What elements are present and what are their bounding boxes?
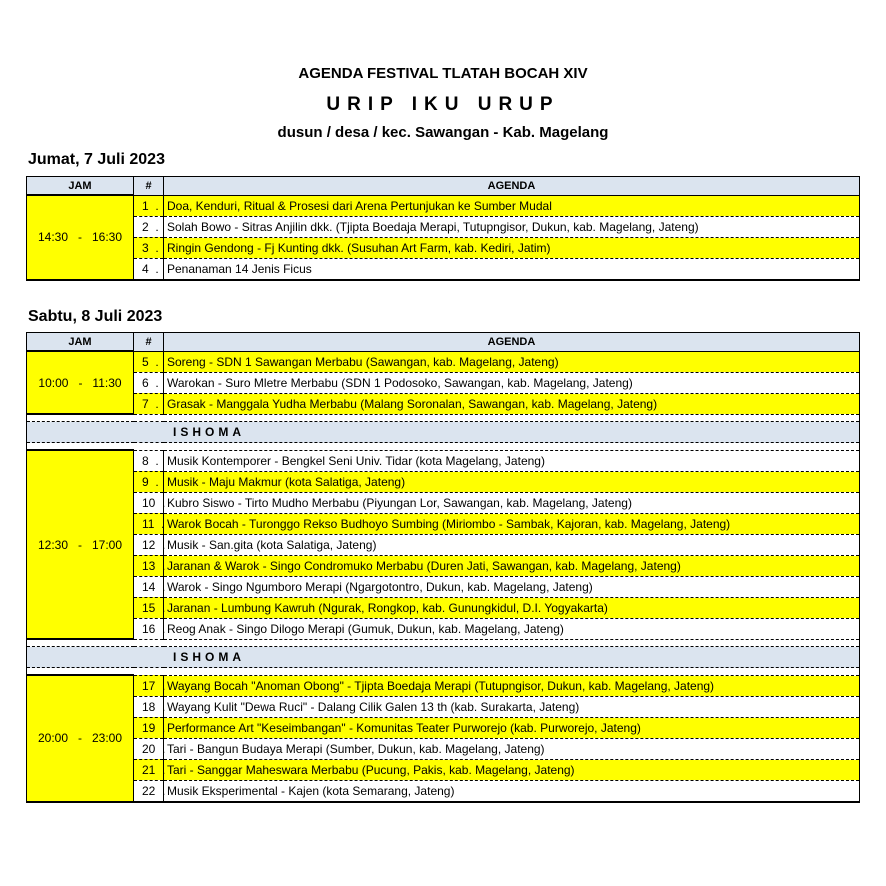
item-number-value: 9 [142,474,149,489]
agenda-item-text: Jaranan - Lumbung Kawruh (Ngurak, Rongkop, kab. Gunungkidul, D.I. Yogyakarta) [164,597,860,618]
day2-agenda-table [26,332,860,803]
item-number-dot: . [148,396,159,411]
ishoma-break-row [27,647,860,668]
agenda-item-text: Solah Bowo - Sitras Anjilin dkk. (Tjipta Boedaja Merapi, Tutupngisor, Dukun, kab. Magelang, Jateng) [164,216,860,237]
item-number-value: 3 [142,240,149,255]
item-number-value: 7 [142,396,149,411]
item-number-value: 11 [142,516,155,531]
item-number-value: 22 [142,783,156,798]
agenda-row [27,450,860,471]
agenda-row [27,696,860,717]
item-number-dot: . [155,579,166,594]
item-number-dot: . [155,720,166,735]
agenda-item-text: Performance Art "Keseimbangan" - Komunitas Teater Purworejo (kab. Purworejo, Jateng) [164,717,860,738]
agenda-row [27,534,860,555]
item-number-value: 8 [142,453,149,468]
agenda-column-header: AGENDA [164,177,860,196]
item-number-dot: . [155,558,166,573]
festival-location: dusun / desa / kec. Sawangan - Kab. Magelang [277,124,609,141]
document-title: AGENDA FESTIVAL TLATAH BOCAH XIV [298,65,588,82]
agenda-row [27,216,860,237]
item-number-value: 12 [142,537,156,552]
spacer-cell [27,443,860,451]
item-number [134,216,164,237]
item-number-value: 20 [142,741,156,756]
number-column-header: # [134,177,164,196]
item-number-dot: . [155,783,166,798]
time-slot: 10:00 - 11:30 [27,351,134,414]
item-number-value: 5 [142,354,149,369]
item-number [134,393,164,414]
item-number-dot: . [155,741,166,756]
day2-heading: Sabtu, 8 Juli 2023 [28,308,163,325]
agenda-item-text: Jaranan & Warok - Singo Condromuko Merbabu (Duren Jati, Sawangan, kab. Magelang, Jateng) [164,555,860,576]
item-number-dot: . [148,354,159,369]
agenda-row [27,372,860,393]
ishoma-break-row [27,422,860,443]
item-number [134,258,164,280]
agenda-item-text: Penanaman 14 Jenis Ficus [164,258,860,280]
agenda-row [27,258,860,280]
number-column-header: # [134,333,164,352]
item-number [134,471,164,492]
item-number-dot: . [155,678,166,693]
agenda-row [27,393,860,414]
item-number [134,534,164,555]
day1-agenda-table [26,176,860,281]
agenda-item-text: Warokan - Suro Mletre Merbabu (SDN 1 Podosoko, Sawangan, kab. Magelang, Jateng) [164,372,860,393]
agenda-item-text: Soreng - SDN 1 Sawangan Merbabu (Sawangan, kab. Magelang, Jateng) [164,351,860,372]
agenda-item-text: Musik - San.gita (kota Salatiga, Jateng) [164,534,860,555]
item-number-dot: . [155,600,166,615]
item-number-dot: . [155,495,166,510]
item-number-dot: . [148,198,159,213]
spacer-row [27,668,860,676]
agenda-item-text: Grasak - Manggala Yudha Merbabu (Malang Soronalan, Sawangan, kab. Magelang, Jateng) [164,393,860,414]
agenda-row [27,237,860,258]
item-number-value: 15 [142,600,156,615]
time-slot: 14:30 - 16:30 [27,195,134,280]
item-number [134,555,164,576]
agenda-row [27,576,860,597]
agenda-item-text: Warok - Singo Ngumboro Merapi (Ngargotontro, Dukun, kab. Magelang, Jateng) [164,576,860,597]
agenda-row [27,555,860,576]
item-number-value: 10 [142,495,156,510]
item-number-dot: . [148,375,159,390]
ishoma-label: ISHOMA [27,647,860,668]
item-number [134,372,164,393]
agenda-row [27,618,860,639]
item-number [134,618,164,639]
agenda-item-text: Tari - Bangun Budaya Merapi (Sumber, Dukun, kab. Magelang, Jateng) [164,738,860,759]
item-number-value: 2 [142,219,149,234]
item-number-value: 17 [142,678,156,693]
item-number-dot: . [148,474,159,489]
item-number [134,450,164,471]
item-number [134,237,164,258]
item-number [134,513,164,534]
item-number-dot: . [155,699,166,714]
agenda-row [27,738,860,759]
agenda-row [27,597,860,618]
item-number [134,195,164,216]
item-number [134,759,164,780]
spacer-row [27,443,860,451]
agenda-row [27,675,860,696]
spacer-row [27,414,860,422]
agenda-row [27,513,860,534]
item-number-value: 19 [142,720,156,735]
agenda-row [27,759,860,780]
time-slot: 20:00 - 23:00 [27,675,134,802]
item-number [134,492,164,513]
item-number-dot: . [154,516,165,531]
agenda-row [27,492,860,513]
item-number [134,780,164,802]
item-number [134,597,164,618]
agenda-item-text: Warok Bocah - Turonggo Rekso Budhoyo Sumbing (Miriombo - Sambak, Kajoran, kab. Magelang, Jateng) [164,513,860,534]
item-number-value: 4 [142,261,149,276]
time-slot: 12:30 - 17:00 [27,450,134,639]
day1-heading: Jumat, 7 Juli 2023 [28,151,165,168]
item-number [134,696,164,717]
item-number-value: 21 [142,762,156,777]
item-number-value: 18 [142,699,156,714]
agenda-item-text: Wayang Kulit "Dewa Ruci" - Dalang Cilik Galen 13 th (kab. Surakarta, Jateng) [164,696,860,717]
agenda-row [27,471,860,492]
item-number-value: 13 [142,558,156,573]
spacer-cell [27,668,860,676]
agenda-item-text: Musik - Maju Makmur (kota Salatiga, Jateng) [164,471,860,492]
item-number-dot: . [155,537,166,552]
agenda-item-text: Kubro Siswo - Tirto Mudho Merbabu (Piyungan Lor, Sawangan, kab. Magelang, Jateng) [164,492,860,513]
item-number-dot: . [155,762,166,777]
jam-column-header: JAM [27,333,134,352]
item-number-dot: . [148,240,159,255]
item-number-value: 16 [142,621,156,636]
item-number-dot: . [148,453,159,468]
jam-column-header: JAM [27,177,134,196]
item-number-value: 14 [142,579,156,594]
agenda-item-text: Musik Eksperimental - Kajen (kota Semarang, Jateng) [164,780,860,802]
agenda-column-header: AGENDA [164,333,860,352]
spacer-row [27,639,860,647]
item-number [134,738,164,759]
item-number [134,675,164,696]
agenda-item-text: Ringin Gendong - Fj Kunting dkk. (Susuhan Art Farm, kab. Kediri, Jatim) [164,237,860,258]
agenda-item-text: Wayang Bocah "Anoman Obong" - Tjipta Boedaja Merapi (Tutupngisor, Dukun, kab. Magelang, Jateng) [164,675,860,696]
agenda-item-text: Musik Kontemporer - Bengkel Seni Univ. Tidar (kota Magelang, Jateng) [164,450,860,471]
spacer-cell [27,414,860,422]
agenda-item-text: Tari - Sanggar Maheswara Merbabu (Pucung, Pakis, kab. Magelang, Jateng) [164,759,860,780]
agenda-row [27,780,860,802]
agenda-row [27,195,860,216]
agenda-item-text: Reog Anak - Singo Dilogo Merapi (Gumuk, Dukun, kab. Magelang, Jateng) [164,618,860,639]
ishoma-label: ISHOMA [27,422,860,443]
item-number [134,351,164,372]
item-number-dot: . [148,261,159,276]
agenda-row [27,717,860,738]
item-number [134,717,164,738]
agenda-item-text: Doa, Kenduri, Ritual & Prosesi dari Arena Pertunjukan ke Sumber Mudal [164,195,860,216]
agenda-row [27,351,860,372]
item-number-value: 6 [142,375,149,390]
item-number-dot: . [148,219,159,234]
spacer-cell [27,639,860,647]
item-number [134,576,164,597]
item-number-value: 1 [142,198,149,213]
item-number-dot: . [155,621,166,636]
festival-theme: URIP IKU URUP [326,94,560,115]
